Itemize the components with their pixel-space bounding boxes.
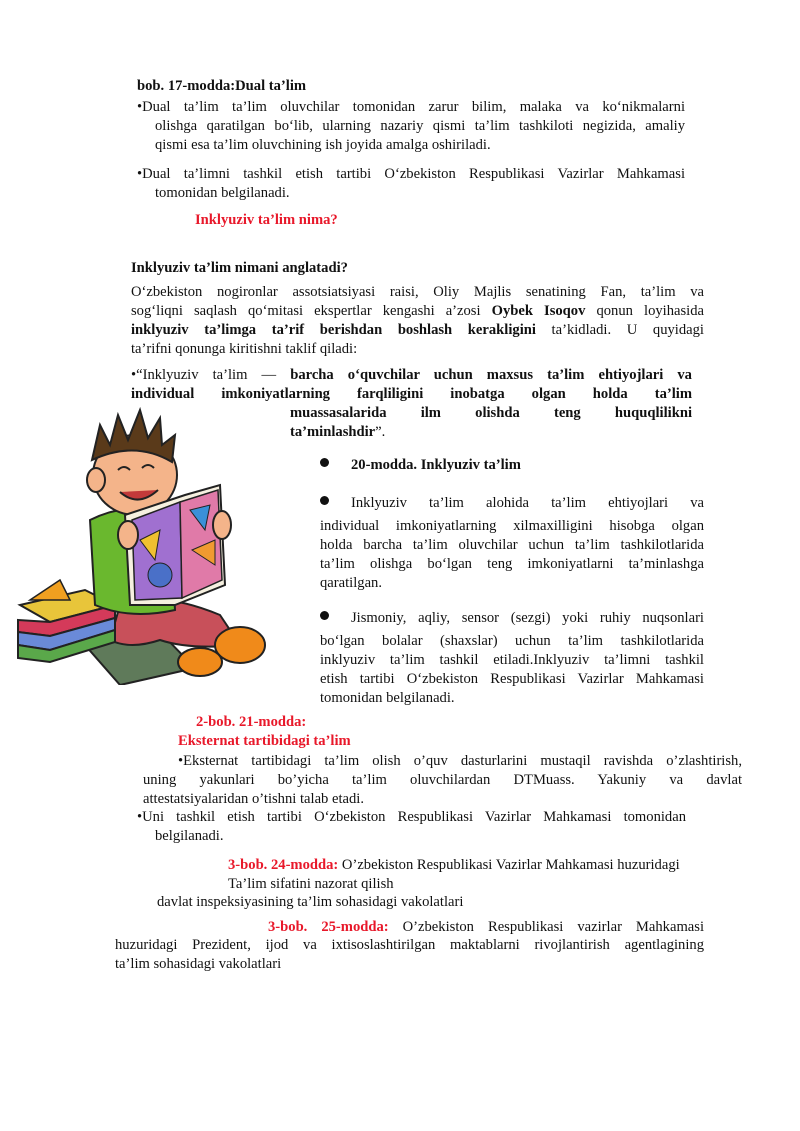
dual-bullet-1-line-3: qismi esa ta’lim oluvchining ish joyida amalga oshiriladi. [155, 137, 491, 153]
dual-bullet-1-line-1: •Dual ta’lim ta’lim oluvchilar tomonidan zarur bilim, malaka va ko‘nikmalarni [137, 99, 685, 115]
modda-25-line-1 [268, 918, 704, 937]
dual-heading: bob. 17-modda:Dual ta’lim [137, 78, 307, 94]
bullet-text: Inklyuziv ta’lim alohida ta’lim ehtiyojlari va [351, 495, 704, 511]
dual-bullet-1-line-2: olishga qaratilgan bo‘lib, ularning nazariy qismi ta’lim tashkiloti negizida, amaliy [155, 118, 685, 134]
modda-25-line-2: huzuridagi Prezident, ijod va ixtisoslashtirilgan maktablarni rivojlantirish agentlagining [115, 937, 704, 953]
emphasis-text: ta’minlashdir [290, 424, 376, 440]
dual-bullet-2-line-1: •Dual ta’limni tashkil etish tartibi O‘zbekiston Respublikasi Vazirlar Mahkamasi [137, 166, 685, 182]
text-span: sog‘liqni saqlash qo‘mitasi ekspertlar kengashi a’zosi [131, 303, 492, 319]
modda-24-line-3: davlat inspeksiyasining ta’lim sohasidagi vakolatlari [157, 894, 464, 910]
eksternat-bullet-1-line-3: attestatsiyalaridan o’tishni talab etadi. [143, 791, 365, 807]
modda-24-red-label: 3-bob. 24-modda: [228, 857, 339, 873]
inklyuziv-paragraph-line-1: O‘zbekiston nogironlar assotsiatsiyasi raisi, Oliy Majlis senatining Fan, ta’lim va [131, 284, 704, 300]
eksternat-red-line-2: Eksternat tartibidagi ta’lim [178, 733, 351, 749]
emphasis-text: inklyuziv ta’limga ta’rif berishdan boshlash kerakligini [131, 322, 536, 338]
bullet-dot-icon [320, 458, 329, 467]
bullet-2-line-2: individual imkoniyatlarning xilmaxilligini hisobga olgan [320, 518, 704, 534]
bullet-2-line-5: qaratilgan. [320, 575, 382, 591]
inklyuziv-paragraph-line-3 [131, 321, 704, 340]
text-span: O’zbekiston Respublikasi vazirlar Mahkamasi [388, 919, 705, 935]
quote-line-4 [290, 423, 385, 442]
bullet-2-line-3: holda barcha ta’lim oluvchilar uchun ta’lim tashkilotlarida [320, 537, 704, 553]
inklyuziv-paragraph-line-4: ta’rifni qonunga kiritishni taklif qiladi: [131, 341, 358, 357]
bullet-text: 20-modda. Inklyuziv ta’lim [351, 457, 521, 473]
eksternat-bullet-1-line-1: •Eksternat tartibidagi ta’lim olish o’quv dasturlarini mustaqil ravishda o’zlashtirish, [178, 753, 742, 769]
eksternat-bullet-1-line-2: uning yakunlari bo’yicha ta’lim oluvchilardan DTMuass. Yakuniy va davlat [143, 772, 742, 788]
text-span: •“Inklyuziv ta’lim — [131, 367, 291, 383]
text-span: ta’kidladi. U quyidagi [535, 322, 704, 338]
text-span: O’zbekiston Respublikasi Vazirlar Mahkamasi huzuridagi [338, 857, 680, 873]
bullet-dot-icon [320, 611, 329, 620]
eksternat-bullet-2-line-2: belgilanadi. [155, 828, 224, 844]
emphasis-text: barcha o‘quvchilar uchun maxsus ta’lim ehtiyojlari va [290, 367, 692, 383]
inklyuziv-heading: Inklyuziv ta’lim nimani anglatadi? [131, 260, 348, 276]
quote-line-1 [131, 366, 692, 385]
bullet-3-line-5: tomonidan belgilanadi. [320, 690, 455, 706]
text-span: qonun loyihasida [585, 303, 704, 319]
bullet-text: Jismoniy, aqliy, sensor (sezgi) yoki ruhiy nuqsonlari [351, 610, 704, 626]
bullet-dot-icon [320, 496, 329, 505]
bullet-2-line-4: ta’lim olishga bo‘lgan teng imkoniyatlarni ta’minlashga [320, 556, 704, 572]
bullet-3-line-1 [320, 609, 704, 628]
person-name: Oybek Isoqov [491, 303, 586, 319]
modda-25-red-label: 3-bob. 25-modda: [268, 919, 389, 935]
eksternat-bullet-2-line-1: •Uni tashkil etish tartibi O‘zbekiston Respublikasi Vazirlar Mahkamasi tomonidan [137, 809, 686, 825]
modda-25-line-3: ta’lim sohasidagi vakolatlari [115, 956, 282, 972]
inklyuziv-paragraph-line-2 [131, 302, 704, 321]
bullet-2-line-1 [320, 494, 704, 513]
bullet-3-line-2: bo‘lgan bolalar (shaxslar) uchun ta’lim tashkilotlarida [320, 633, 704, 649]
bullet-20-modda [320, 457, 521, 474]
inklyuziv-red-title: Inklyuziv ta’lim nima? [195, 212, 338, 228]
text-span: ”. [375, 424, 386, 440]
quote-line-3: muassasalarida ilm olishda teng huquqlilikni [290, 405, 692, 421]
boy-reading-book-icon [10, 400, 280, 685]
bullet-3-line-4: etish tartibi O‘zbekiston Respublikasi Vazirlar Mahkamasi [320, 671, 704, 687]
dual-bullet-2-line-2: tomonidan belgilanadi. [155, 185, 290, 201]
bullet-3-line-3: inklyuziv ta’lim tashkil etiladi.Inklyuziv ta’limni tashkil [320, 652, 704, 668]
modda-24-line-1 [228, 856, 738, 875]
quote-line-2: individual imkoniyatlarning farqliligini inobatga olgan holda ta’lim [131, 386, 692, 402]
modda-24-line-2: Ta’lim sifatini nazorat qilish [228, 876, 394, 892]
eksternat-red-line-1: 2-bob. 21-modda: [196, 714, 307, 730]
